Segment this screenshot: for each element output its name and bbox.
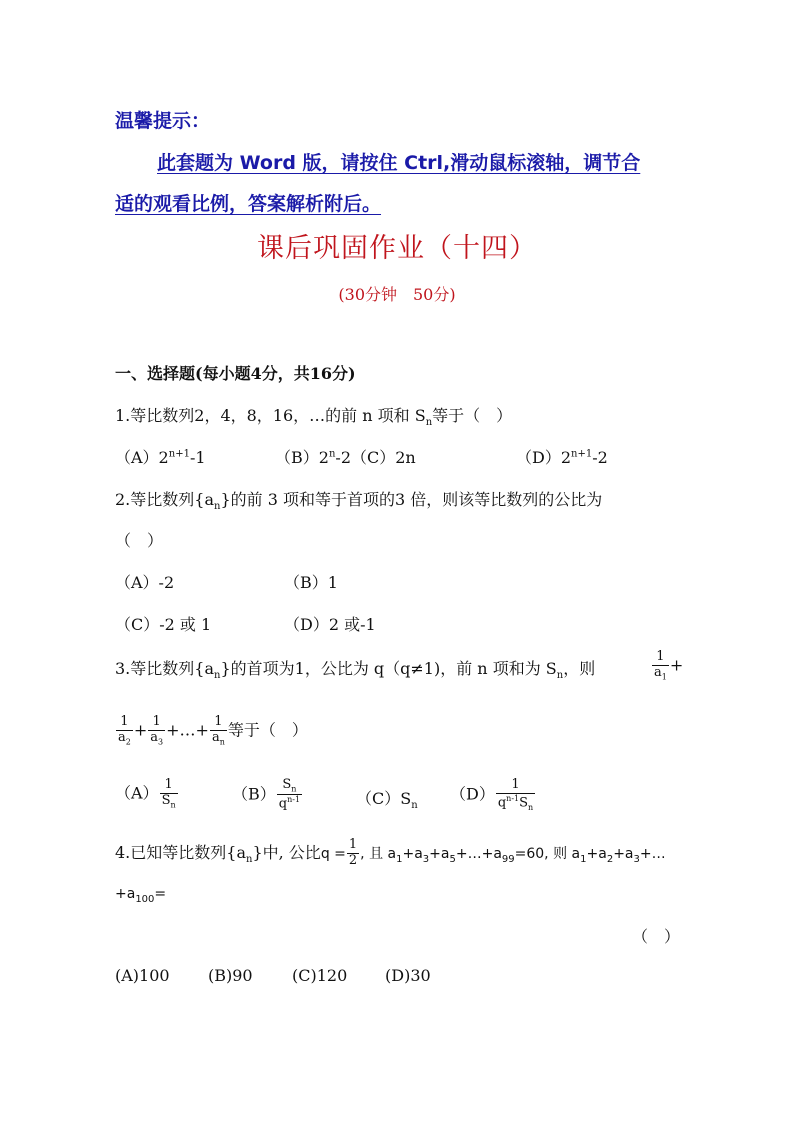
question-4-paren: （ ） <box>632 927 681 946</box>
question-1-option-a: $(A)2^{n+1}-1$ <box>115 448 206 467</box>
question-3-option-a: （A） $\frac{1}{S_n}$ <box>115 777 176 810</box>
fraction-1-over-a1: $\frac{1}{a_1}$ + <box>654 649 684 682</box>
question-2-option-d: （D）2 或-1 <box>284 615 376 634</box>
question-4-stem: 4.已知等比数列$\{a_n\}$中, 公比q = $\frac{1}{2}$ , 且 $a_1+a_3+a_5+\dots+a_{99}=60$, 则 $a_1+a_2+a_3+\dots$ <box>115 837 666 868</box>
question-4-option-d: (D)30 <box>385 966 431 985</box>
question-1-stem: 1.等比数列2，4，8，16，…的前 n 项和 $S_n$等于（ ） <box>115 406 513 429</box>
question-3-stem: 3.等比数列$\{a_n\}$的首项为1，公比为 q（q≠1)，前 n 项和为 $S_n$，则 <box>115 659 596 682</box>
question-2-option-b: （B）1 <box>284 573 338 592</box>
question-1-option-bc: （B）2$^n$-2（C）2n <box>275 448 416 467</box>
question-1-option-d: $(D)2^{n+1}-2$ <box>516 448 608 467</box>
page-title: 课后巩固作业（十四） <box>257 233 537 264</box>
hint-title: 温馨提示： <box>115 110 211 132</box>
question-4-option-c: (C)120 <box>292 966 348 985</box>
question-3-sum: $\frac{1}{a_2}$ + $\frac{1}{a_3}$ +…+ $\frac{1}{a_n}$ 等于（ ） <box>118 714 308 747</box>
question-4-option-a: (A)100 <box>115 966 170 985</box>
question-4-stem-cont: $+a_{100}=$ <box>115 886 167 905</box>
question-4-option-b: (B)90 <box>208 966 253 985</box>
question-2-option-c: （C）-2 或 1 <box>115 615 212 634</box>
question-3-option-d: （D） $\frac{1}{q^{n-1}S_n}$ <box>450 777 534 812</box>
section-heading: 一、选择题(每小题4分，共16分) <box>115 364 356 383</box>
question-3-option-b: （B） $\frac{S_n}{q^{n-1}}$ <box>232 777 301 812</box>
question-3-option-c: $(C)S_n$ <box>356 789 418 812</box>
question-2-option-a: （A）-2 <box>115 573 175 592</box>
hint-line-2: 适的观看比例，答案解析附后。 <box>115 193 382 215</box>
page-subtitle: (30分钟 50分) <box>338 285 456 304</box>
question-2-paren: （ ） <box>115 531 164 550</box>
question-2-stem: 2.等比数列$\{a_n\}$的前 3 项和等于首项的3 倍，则该等比数列的公比为 <box>115 490 603 513</box>
hint-line-1: 此套题为 Word 版，请按住 Ctrl,滑动鼠标滚轴，调节合 <box>157 152 641 174</box>
